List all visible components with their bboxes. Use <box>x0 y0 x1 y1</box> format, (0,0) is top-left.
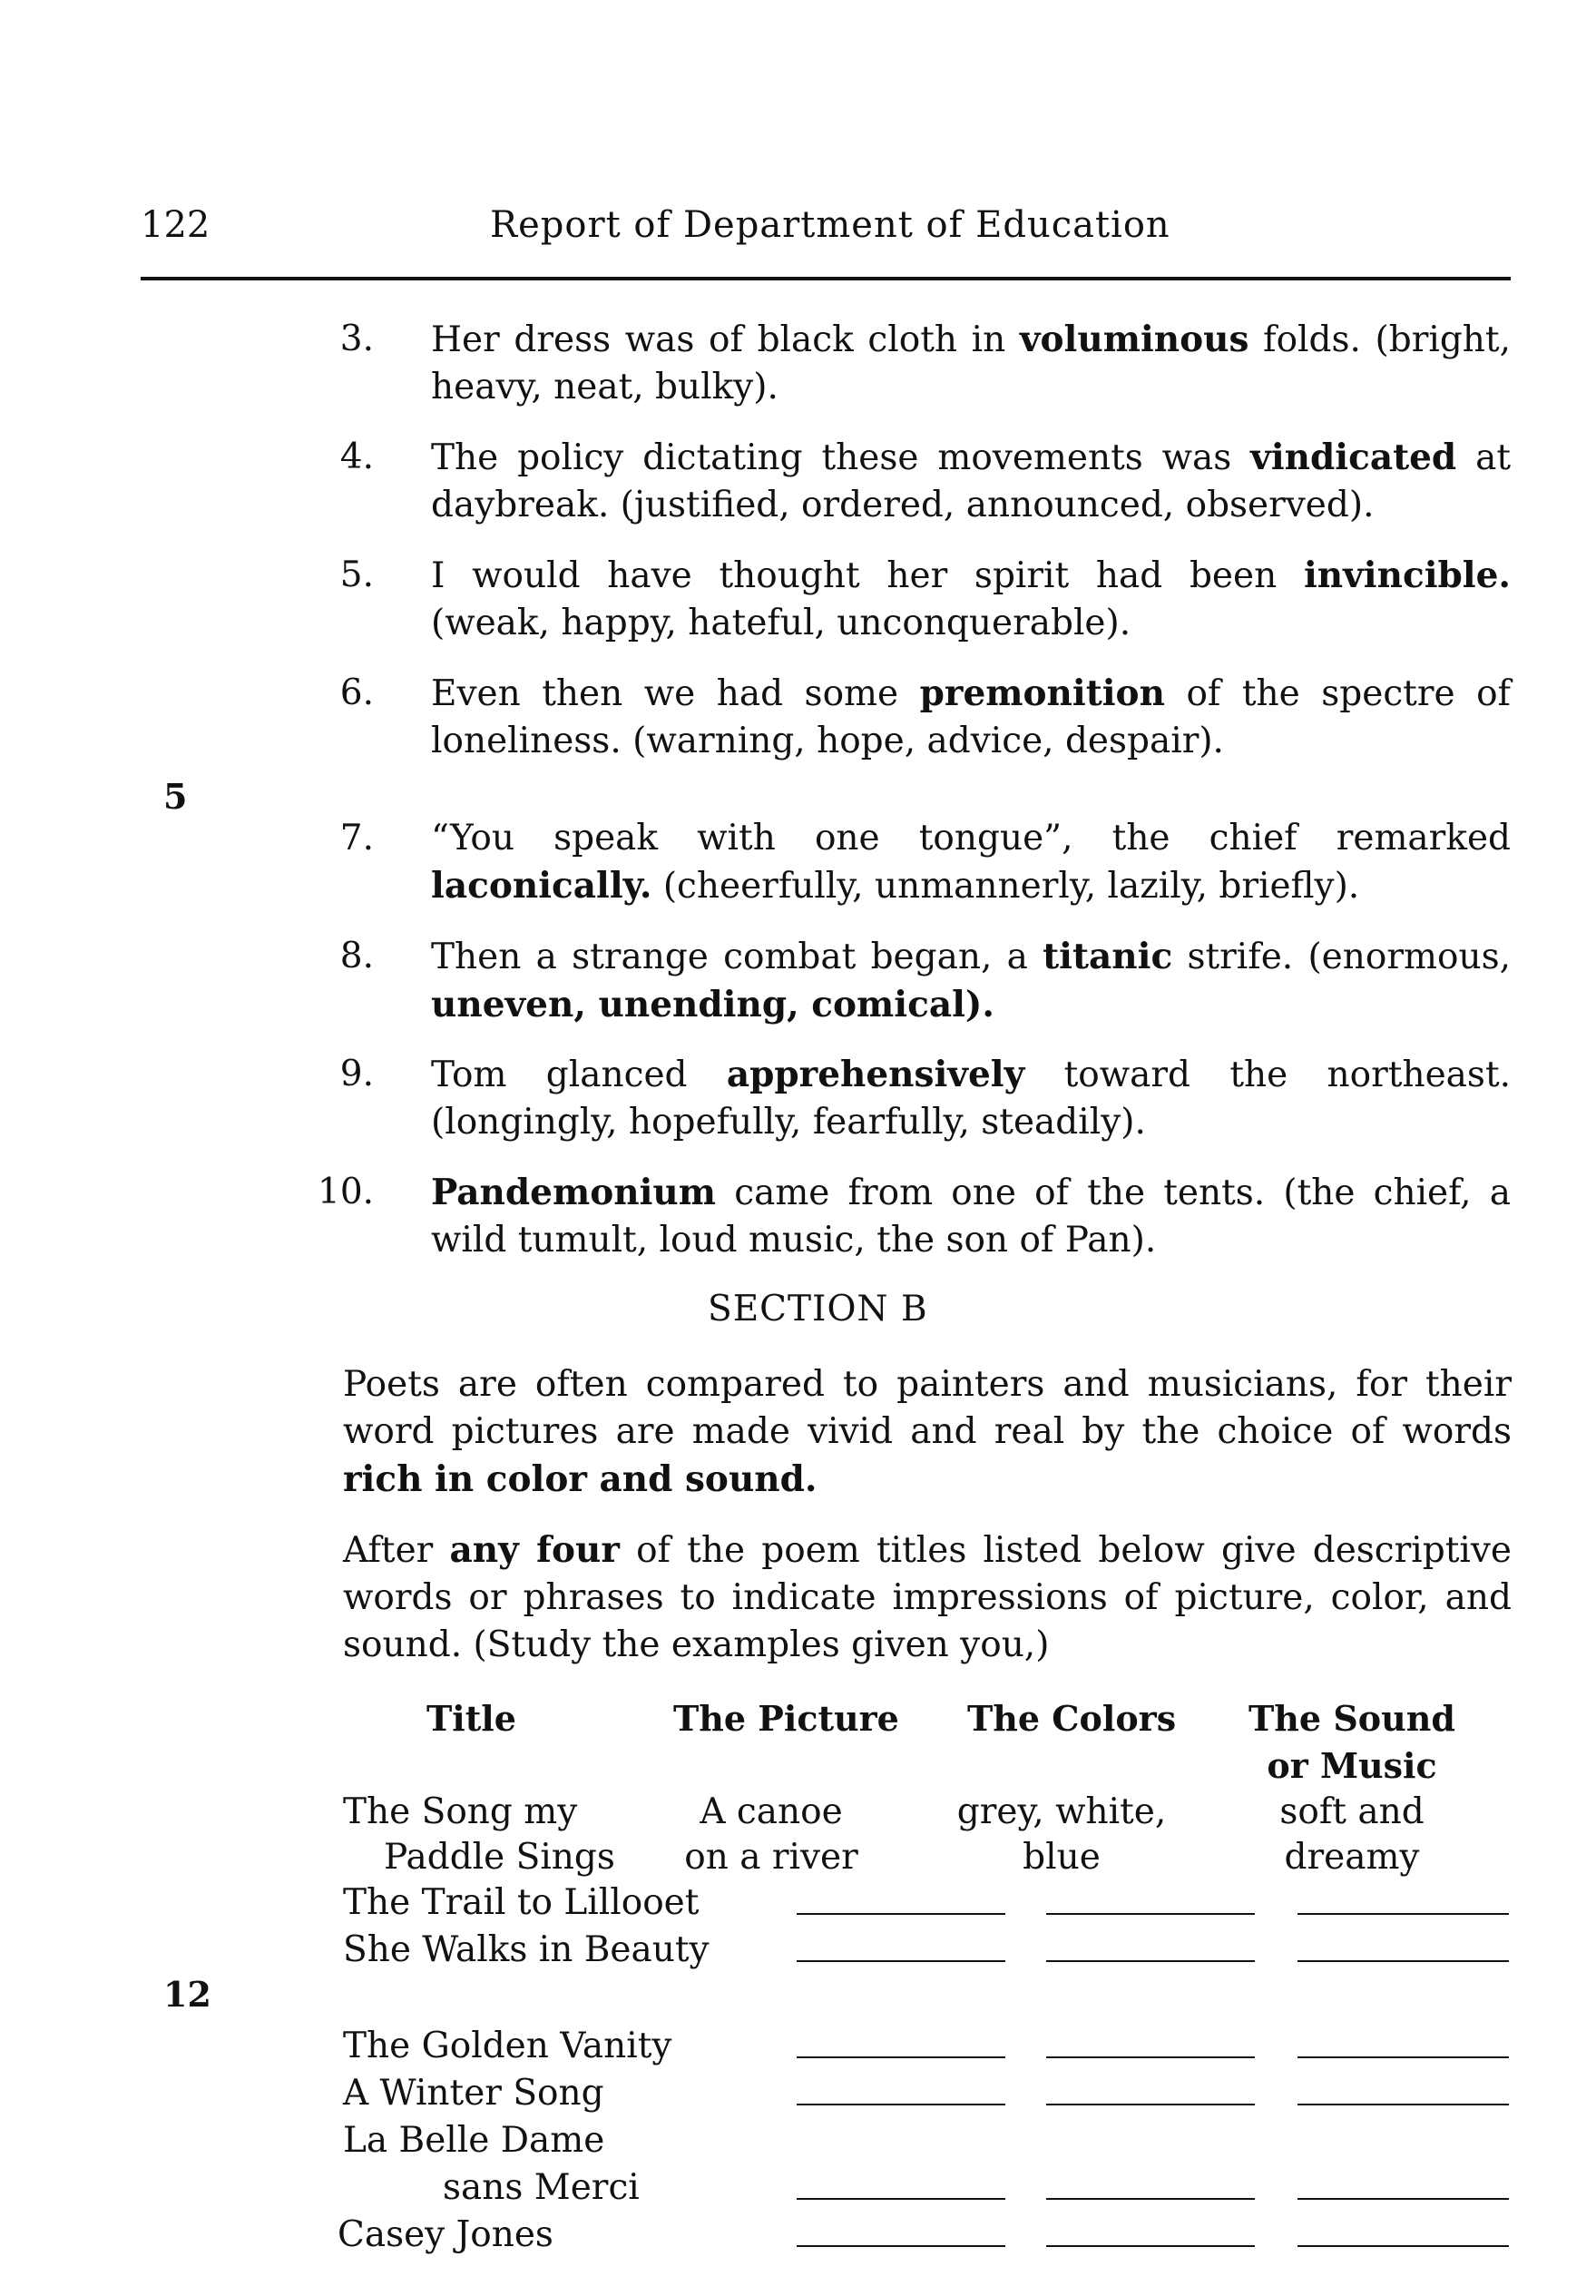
question-text: Pandemonium came from one of the tents. (the chief, a wild tumult, loud music, the son of Pan). <box>431 1172 1511 1261</box>
answer-blank-colors[interactable] <box>1046 1913 1255 1915</box>
vocab-word: apprehensively <box>726 1054 1025 1095</box>
question-number: 8. <box>339 936 374 976</box>
col-header-sound: The Sound or Music <box>1248 1698 1455 1786</box>
section-heading: SECTION B <box>708 1289 928 1330</box>
answer-blank-colors[interactable] <box>1046 2245 1255 2247</box>
example-sound: soft and dreamy <box>1279 1791 1425 1878</box>
col-header-picture: The Picture <box>673 1698 899 1739</box>
vocab-word: vindicated <box>1250 437 1457 478</box>
answer-blank-colors[interactable] <box>1046 2056 1255 2058</box>
answer-blank-picture[interactable] <box>797 2104 1005 2105</box>
question-number: 6. <box>339 672 374 713</box>
answer-blank-colors[interactable] <box>1046 1960 1255 1962</box>
question-number: 10. <box>318 1172 375 1212</box>
question-number: 7. <box>339 818 374 859</box>
answer-blank-picture[interactable] <box>797 2056 1005 2058</box>
section-b-intro: Poets are often compared to painters and musicians, for their word pictures are made vivid and real by the choice of words rich in color and sound. <box>343 1364 1512 1500</box>
margin-score-12: 12 <box>163 1974 211 2015</box>
poem-title-row: She Walks in Beauty <box>343 1929 710 1970</box>
col-header-colors: The Colors <box>967 1698 1177 1739</box>
answer-blank-colors[interactable] <box>1046 2198 1255 2200</box>
question-text: Even then we had some premonition of the spectre of loneliness. (warning, hope, advice, despair). <box>431 672 1511 761</box>
vocab-word: voluminous <box>1019 319 1249 360</box>
poem-title-row: Casey Jones <box>338 2214 553 2255</box>
question-text: I would have thought her spirit had been invincible. (weak, happy, hateful, unconquerable). <box>431 554 1511 643</box>
answer-blank-sound[interactable] <box>1297 2198 1509 2200</box>
question-text: “You speak with one tongue”, the chief remarked laconically. (cheerfully, unmannerly, lazily, briefly). <box>431 818 1511 907</box>
vocab-word: premonition <box>919 672 1165 714</box>
question-text: Then a strange combat began, a titanic strife. (enormous, uneven, unending, comical). <box>431 936 1511 1025</box>
example-picture: A canoe on a river <box>684 1791 858 1878</box>
answer-blank-picture[interactable] <box>797 1960 1005 1962</box>
question-text: Her dress was of black cloth in voluminous folds. (bright, heavy, neat, bulky). <box>431 319 1511 407</box>
answer-blank-picture[interactable] <box>797 1913 1005 1915</box>
answer-blank-sound[interactable] <box>1297 2104 1509 2105</box>
running-header: Report of Department of Education <box>490 204 1170 246</box>
example-colors: grey, white, blue <box>956 1791 1167 1878</box>
poem-title-continued: sans Merci <box>443 2167 640 2208</box>
question-number: 5. <box>339 554 374 595</box>
question-text: The policy dictating these movements was vindicated at daybreak. (justified, ordered, announced, observed). <box>431 437 1511 525</box>
vocab-word: laconically. <box>431 865 652 907</box>
header-rule <box>141 277 1511 280</box>
margin-score-5: 5 <box>163 776 188 817</box>
col-header-title: Title <box>426 1698 516 1739</box>
answer-blank-sound[interactable] <box>1297 1960 1509 1962</box>
question-number: 3. <box>339 319 374 359</box>
vocab-word: invincible. <box>1303 554 1511 596</box>
question-number: 4. <box>339 437 374 477</box>
answer-blank-sound[interactable] <box>1297 1913 1509 1915</box>
page-number: 122 <box>141 204 211 246</box>
section-b-instructions: After any four of the poem titles listed below give descriptive words or phrases to indicate impressions of picture, color, and sound. (Study the examples given you,) <box>343 1529 1512 1665</box>
poem-title-row: A Winter Song <box>343 2073 604 2114</box>
poem-title-row: The Trail to Lillooet <box>343 1882 700 1923</box>
poem-title-row: The Golden Vanity <box>343 2026 672 2066</box>
vocab-word: titanic <box>1043 936 1173 977</box>
question-number: 9. <box>339 1054 374 1094</box>
answer-blank-picture[interactable] <box>797 2245 1005 2247</box>
poem-title-row: La Belle Dame <box>343 2120 605 2161</box>
answer-blank-picture[interactable] <box>797 2198 1005 2200</box>
question-text: Tom glanced apprehensively toward the northeast. (longingly, hopefully, fearfully, steadily). <box>431 1054 1512 1143</box>
answer-blank-colors[interactable] <box>1046 2104 1255 2105</box>
example-title: The Song my Paddle Sings <box>343 1791 615 1878</box>
answer-blank-sound[interactable] <box>1297 2245 1509 2247</box>
answer-blank-sound[interactable] <box>1297 2056 1509 2058</box>
vocab-word: Pandemonium <box>431 1172 717 1213</box>
